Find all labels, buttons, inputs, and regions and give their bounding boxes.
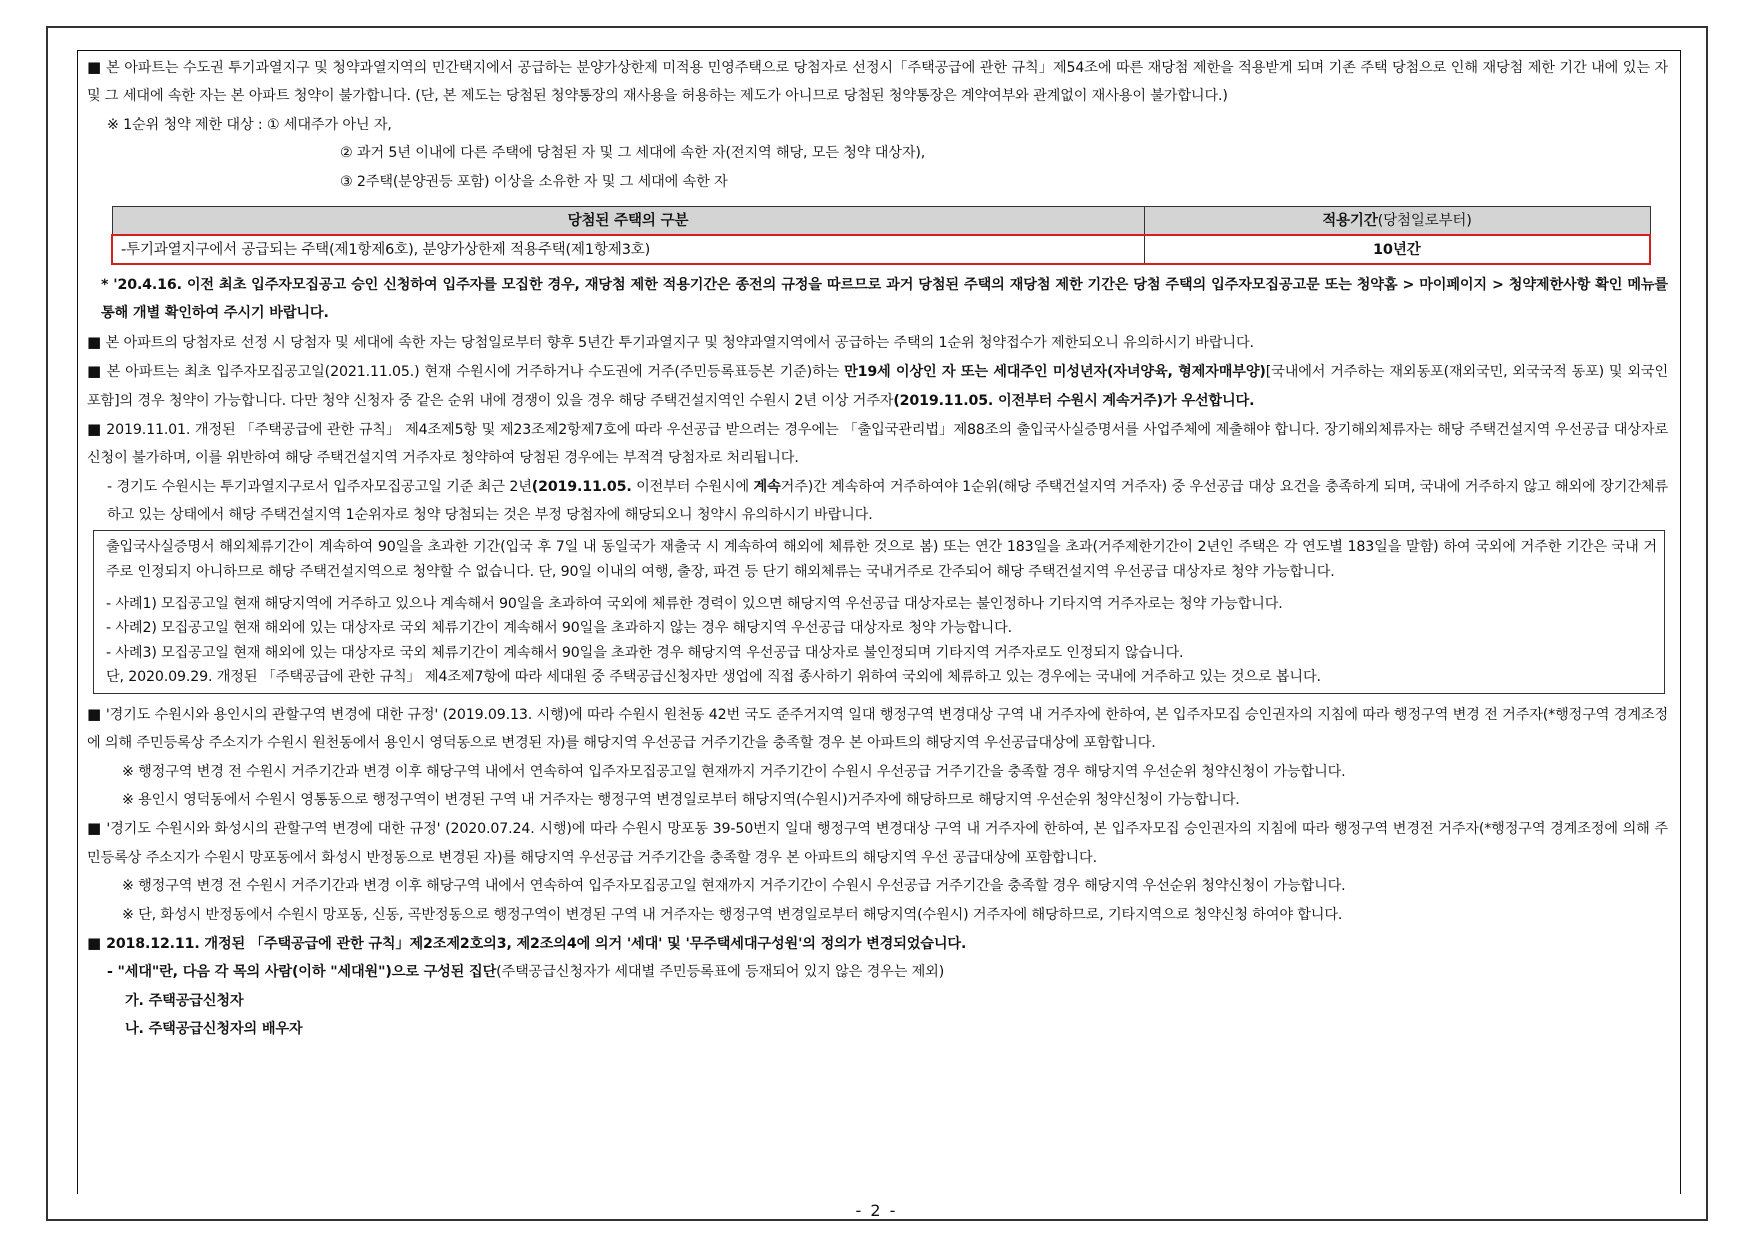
table-cell-period: 10년간 — [1144, 235, 1650, 264]
household-definition-bold: - "세대"란, 다음 각 목의 사람(이하 "세대원")으로 구성된 집단 — [107, 964, 497, 981]
table-cell-house-type: -투기과열지구에서 공급되는 주택(제1항제6호), 분양가상한제 적용주택(제1항제3호) — [112, 235, 1144, 264]
suwon-residence-paragraph — [87, 473, 1668, 530]
hwaseong-note-1: ※ 행정구역 변경 전 수원시 거주기간과 변경 이후 해당구역 내에서 연속하여 입주자모집공고일 현재까지 거주기간이 수원시 우선공급 거주기간을 충족할 경우 해당지역 우선순위 청약신청이 가능합니다. — [122, 878, 1346, 895]
hwaseong-boundary-paragraph: ■ '경기도 수원시와 화성시의 관할구역 변경에 대한 규정' (2020.07.24. 시행)에 따라 수원시 망포동 39-50번지 일대 행정구역 변경대상 구역 내 거주자에 한하여, 본 입주자모집 승인권자의 지침에 따라 행정구역 변경전 거주자(*행정구역 경계조정에 의해 주민등록상 주소지가 수원시 망포동에서 화성시 반정동으로 변경된 자)를 해당지역 우선공급 거주기간을 충족할 경우 본 아파트의 해당지역 우선 공급대상에 포함합니다. — [87, 814, 1668, 872]
household-item-na: 나. 주택공급신청자의 배우자 — [125, 1021, 303, 1038]
page-number: - 2 - — [855, 1201, 898, 1220]
table-header-house-type: 당첨된 주택의 구분 — [112, 207, 1144, 236]
table-header-period-note: (당첨일로부터) — [1377, 212, 1472, 229]
overseas-stay-main: 출입국사실증명서 해외체류기간이 계속하여 90일을 초과한 기간(입국 후 7일 내 동일국가 재출국 시 계속하여 해외에 체류한 것으로 봄) 또는 연간 183일을 초과(거주제한기간이 2년인 주택은 각 연도별 183일을 말함) 하여 국외에 거주한 기간은 국내 거주로 인정되지 아니하므로 해당 주택건설지역으로 청약할 수 없습니다. 단, 90일 이내의 여행, 출장, 파견 등 단기 해외체류는 국내거주로 간주되어 해당 주택건설지역 우선공급 대상자로 청약 가능합니다. — [106, 538, 1657, 581]
hwaseong-note-2: ※ 단, 화성시 반정동에서 수원시 망포동, 신동, 곡반정동으로 행정구역이 변경된 구역 내 거주자는 행정구역 변경일로부터 해당지역(수원시) 거주자에 해당하므로, 기타지역으로 청약신청 하여야 합니다. — [122, 906, 1343, 923]
overseas-case-1: - 사례1) 모집공고일 현재 해당지역에 거주하고 있으나 계속해서 90일을 초과하여 국외에 체류한 경력이 있으면 해당지역 우선공급 대상자로는 불인정하나 기타지역 거주자로는 청약 가능합니다. — [106, 595, 1283, 612]
household-definition-note: (주택공급신청자가 세대별 주민등록표에 등재되어 있지 않은 경우는 제외) — [496, 964, 945, 981]
five-year-restriction-paragraph: ■ 본 아파트의 당첨자로 선정 시 당첨자 및 세대에 속한 자는 당첨일로부터 향후 5년간 투기과열지구 및 청약과열지역에서 공급하는 주택의 1순위 청약접수가 제한되오니 유의하시기 바랍니다. — [87, 328, 1668, 357]
table-header-period — [1144, 207, 1650, 236]
notice-content — [87, 53, 1668, 1044]
eligibility-text-a: 본 아파트는 최초 입주자모집공고일(2021.11.05.) 현재 수원시에 거주하거나 수도권에 거주(주민등록표등본 기준)하는 — [106, 364, 845, 381]
table-row-highlighted — [112, 235, 1650, 264]
table-header-period-bold: 적용기간 — [1322, 212, 1378, 229]
overseas-cases — [106, 592, 1657, 690]
first-rank-restriction-3: ③ 2주택(분양권등 포함) 이상을 소유한 자 및 그 세대에 속한 자 — [340, 173, 728, 190]
overseas-exception: 단, 2020.09.29. 개정된 「주택공급에 관한 규칙」 제4조제7항에 따라 세대원 중 주택공급신청자만 생업에 직접 종사하기 위하여 국외에 체류하고 있는 경우에는 국내에 거주하고 있는 것으로 봅니다. — [106, 669, 1321, 686]
overseas-case-2: - 사례2) 모집공고일 현재 해외에 있는 대상자로 국외 체류기간이 계속해서 90일을 초과하지 않는 경우 해당지역 우선공급 대상자로 청약 가능합니다. — [106, 620, 1013, 637]
notice-frame — [77, 50, 1681, 1194]
household-item-ga: 가. 주택공급신청자 — [125, 992, 244, 1009]
yongin-note-1: ※ 행정구역 변경 전 수원시 거주기간과 변경 이후 해당구역 내에서 연속하여 입주자모집공고일 현재까지 거주기간이 수원시 우선공급 거주기간을 충족할 경우 해당지역 우선순위 청약신청이 가능합니다. — [122, 763, 1346, 780]
overseas-stay-note-box — [93, 530, 1665, 694]
household-definition-heading: ■ 2018.12.11. 개정된 「주택공급에 관한 규칙」제2조제2호의3, 제2조의4에 의거 '세대' 및 '무주택세대구성원'의 정의가 변경되었습니다. — [87, 929, 1668, 958]
yongin-boundary-paragraph: ■ '경기도 수원시와 용인시의 관할구역 변경에 대한 규정' (2019.09.13. 시행)에 따라 수원시 원천동 42번 국도 준주거지역 일대 행정구역 변경대상 구역 내 거주자에 한하여, 본 입주자모집 승인권자의 지침에 따라 행정구역 변경 전 거주자(*행정구역 경계조정에 의해 주민등록상 주소지가 수원시 원천동에서 용인시 영덕동으로 변경된 자)를 해당지역 우선공급 거주기간을 충족할 경우 본 아파트의 해당지역 우선공급대상에 포함합니다. — [87, 700, 1668, 758]
star-note: * '20.4.16. 이전 최초 입주자모집공고 승인 신청하여 입주자를 모집한 경우, 재당첨 제한 적용기간은 종전의 규정을 따르므로 과거 당첨된 주택의 재당첨 제한 기간은 당첨 주택의 입주자모집공고문 또는 청약홈 > 마이페이지 > 청약제한사항 확인 메뉴를 통해 개별 확인하여 주시기 바랍니다. — [101, 277, 1668, 322]
first-rank-restriction-1: ※ 1순위 청약 제한 대상 : ① 세대주가 아닌 자, — [107, 116, 392, 133]
immigration-certificate-paragraph: ■ 2019.11.01. 개정된 「주택공급에 관한 규칙」 제4조제5항 및 제23조제2항제7호에 따라 우선공급 받으려는 경우에는 「출입국관리법」제88조의 출입국사실증명서를 사업주체에 제출해야 합니다. 장기해외체류자는 해당 주택건설지역 우선공급 대상자로 신청이 불가하며, 이를 위반하여 해당 주택건설지역 거주자로 청약하여 당첨된 경우에는 부적격 당첨자로 처리됩니다. — [87, 415, 1668, 473]
suwon-text-e: 거주)간 계속하여 거주하여야 1순위(해당 주택건설지역 거주자) 중 우선공급 대상 요건을 충족하게 되며, 국내에 거주하지 않고 해외에 장기간체류하고 있는 상태에서 해당 주택건설지역 1순위자로 청약 당첨되는 것은 부정 당첨자에 해당되오니 청약시 유의하시기 바랍니다. — [107, 478, 1668, 524]
overseas-case-3: - 사례3) 모집공고일 현재 해외에 있는 대상자로 국외 체류기간이 계속해서 90일을 초과한 경우 해당지역 우선공급 대상자로 불인정되며 기타지역 거주자로도 인정되지 않습니다. — [106, 644, 1184, 661]
suwon-text-b: (2019.11.05. — [531, 478, 632, 495]
first-rank-restriction-2: ② 과거 5년 이내에 다른 주택에 당첨된 자 및 그 세대에 속한 자(전지역 해당, 모든 청약 대상자), — [340, 145, 926, 162]
eligibility-text-c: [국내에서 거주하는 재외동포(재외국민, 외국국적 동포) 및 외국인 포함]의 경우 청약이 가능합니다. 다만 청약 신청자 중 같은 순위 내에 경쟁이 있을 경우 해당 주택건설지역인 수원시 2년 이상 거주자 — [87, 364, 1669, 409]
household-definition — [87, 958, 1668, 986]
rewin-restriction-paragraph: ■ 본 아파트는 수도권 투기과열지구 및 청약과열지역의 민간택지에서 공급하는 분양가상한제 미적용 민영주택으로 당첨자로 선정시「주택공급에 관한 규칙」제54조에 따른 재당첨 제한을 적용받게 되며 기존 주택 당첨으로 인해 재당첨 제한 기간 내에 있는 자 및 그 세대에 속한 자는 본 아파트 청약이 불가합니다. (단, 본 제도는 당첨된 청약통장의 재사용을 허용하는 제도가 아니므로 당첨된 청약통장은 계약여부와 관계없이 재사용이 불가합니다.) — [87, 53, 1668, 111]
rewin-period-table — [111, 206, 1651, 265]
suwon-text-c: 이전부터 수원시에 — [631, 478, 754, 495]
suwon-text-d: 계속 — [753, 478, 781, 495]
yongin-note-2: ※ 용인시 영덕동에서 수원시 영통동으로 행정구역이 변경된 구역 내 거주자는 행정구역 변경일로부터 해당지역(수원시)거주자에 해당하므로 해당지역 우선순위 청약신청이 가능합니다. — [122, 791, 1240, 808]
eligibility-text-d: (2019.11.05. 이전부터 수원시 계속거주)가 우선합니다. — [893, 392, 1255, 409]
table-header-row — [112, 207, 1650, 236]
eligibility-paragraph — [87, 357, 1668, 415]
suwon-text-a: - 경기도 수원시는 투기과열지구로서 입주자모집공고일 기준 최근 2년 — [107, 478, 532, 495]
eligibility-text-b: 만19세 이상인 자 또는 세대주인 미성년자(자녀양육, 형제자매부양) — [844, 364, 1266, 381]
